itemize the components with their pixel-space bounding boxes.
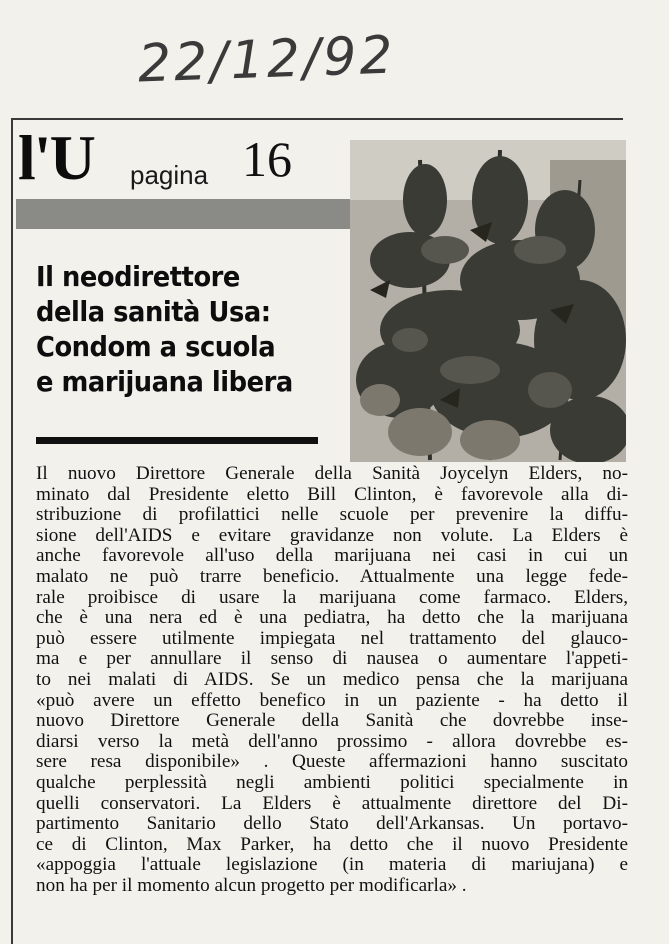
article-body	[36, 464, 628, 896]
page-number: 16	[242, 131, 292, 187]
body-line: qualche perplessità negli ambienti politici specialmente in	[36, 771, 628, 793]
body-line: stribuzione di profilattici nelle scuole per prevenire la diffu-	[36, 504, 628, 526]
body-line: ma e per annullare il senso di nausea o aumentare l'appeti-	[36, 648, 628, 670]
body-line: anche favorevole all'uso della marijuana nei casi in cui un	[36, 545, 628, 567]
masthead	[18, 122, 348, 192]
body-line: che è una nera ed è una pediatra, ha detto che la marijuana	[36, 607, 628, 629]
body-line: malato ne può trarre beneficio. Attualmente una legge fede-	[36, 565, 628, 587]
body-line: sere resa disponibile» . Queste affermazioni hanno suscitato	[36, 751, 628, 773]
headline-line: della sanità Usa:	[36, 295, 271, 328]
body-line: partimento Sanitario dello Stato dell'Arkansas. Un portavo-	[36, 813, 628, 835]
body-line: diarsi verso la metà dell'anno prossimo - allora dovrebbe es-	[36, 730, 628, 752]
headline-line: Il neodirettore	[36, 260, 240, 293]
headline-line: e marijuana libera	[36, 365, 293, 398]
frame-left-rule	[11, 118, 13, 944]
marijuana-plant-photo	[350, 140, 626, 462]
body-line: to nei malati di AIDS. Se un medico pensa che la marijuana	[36, 668, 628, 690]
masthead-gray-band	[16, 199, 350, 229]
body-line: Il nuovo Direttore Generale della Sanità Joycelyn Elders, no-	[36, 463, 628, 484]
headline-line: Condom a scuola	[36, 330, 276, 363]
headline-rule	[36, 437, 318, 444]
newspaper-logo: l'U	[18, 122, 94, 193]
frame-top-rule	[11, 118, 623, 120]
handwritten-date: 22/12/92	[137, 25, 397, 95]
body-line: ce di Clinton, Max Parker, ha detto che il nuovo Presidente	[36, 833, 628, 855]
body-line: minato dal Presidente eletto Bill Clinton, è favorevole alla di-	[36, 483, 628, 505]
body-line: quelli conservatori. La Elders è attualmente direttore del Di-	[36, 792, 628, 814]
body-line: «appoggia l'attuale legislazione (in materia di mariujana) e	[36, 854, 628, 876]
body-line: non ha per il momento alcun progetto per modificarla» .	[36, 874, 467, 896]
page-label: pagina	[130, 160, 209, 190]
body-line: «può avere un effetto benefico in un paziente - ha detto il	[36, 689, 628, 711]
body-line: sione dell'AIDS e evitare gravidanze non volute. La Elders è	[36, 524, 628, 546]
body-line: può essere utilmente impiegata nel trattamento del glauco-	[36, 627, 628, 649]
headline	[36, 259, 317, 399]
body-line: rale proibisce di usare la marijuana come farmaco. Elders,	[36, 586, 628, 608]
body-line: nuovo Direttore Generale della Sanità che dovrebbe inse-	[36, 710, 628, 732]
